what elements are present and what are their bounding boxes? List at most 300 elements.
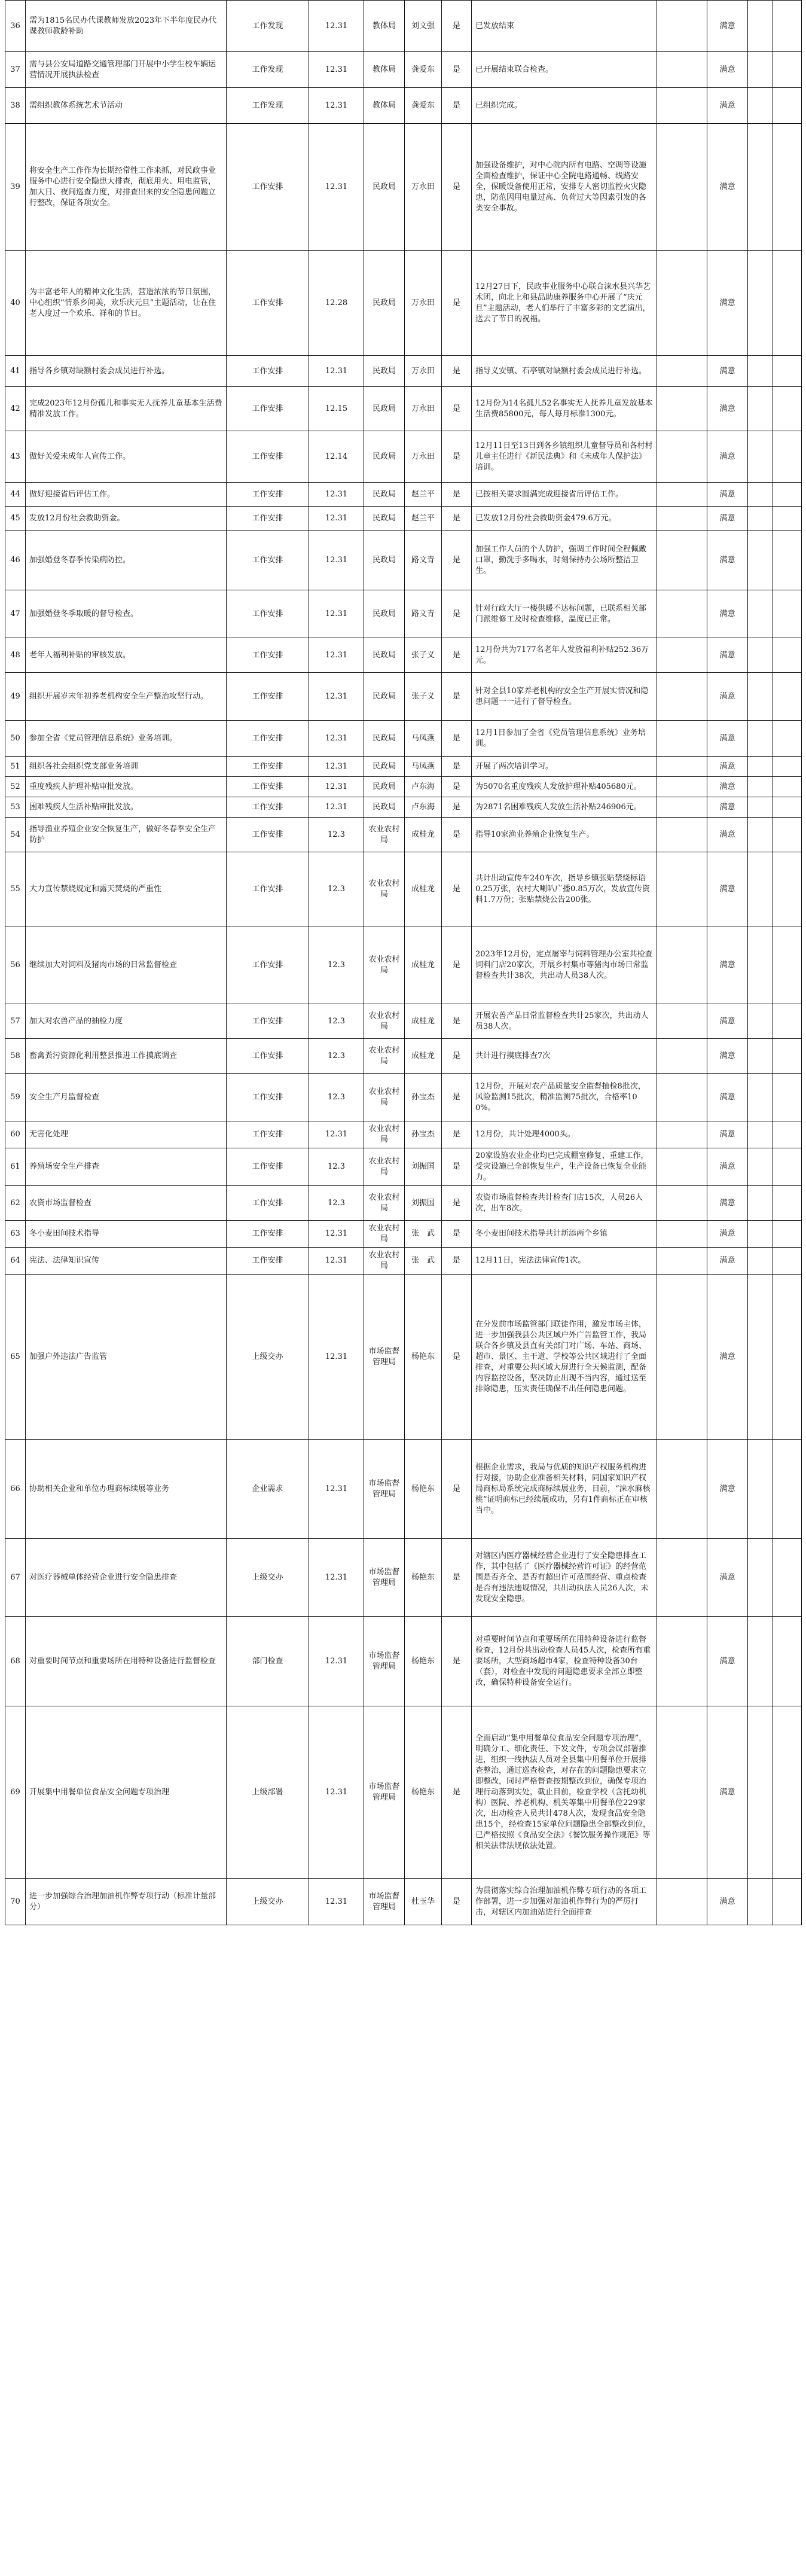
row-number: 44 [5,483,26,507]
responsible-person: 成桂龙 [405,818,442,852]
completed-flag: 是 [442,1186,472,1221]
source-category: 工作安排 [227,1121,309,1148]
completed-flag: 是 [442,1440,472,1539]
table-row [5,88,802,124]
responsible-person: 杨艳东 [405,1539,442,1617]
row-number: 41 [5,356,26,387]
satisfaction-rating: 满意 [707,797,748,818]
blank-cell [748,1148,773,1186]
responsible-unit: 民政局 [364,590,405,638]
blank-cell [657,1148,707,1186]
completion-result: 12月份共为7177名老年人发放福利补贴252.36万元。 [472,638,657,673]
completion-result: 20家设施农业企业均已完成棚室修复、重建工作，受灾设施已全部恢复生产，生产设备已恢复全业能力。 [472,1148,657,1186]
deadline-date: 12.31 [309,356,364,387]
blank-cell [748,52,773,88]
source-category: 部门检查 [227,1617,309,1706]
blank-cell [657,1186,707,1221]
table-row [5,926,802,1004]
responsible-person: 杨艳东 [405,1706,442,1879]
responsible-unit: 民政局 [364,777,405,797]
blank-cell [748,1706,773,1879]
blank-cell [657,1706,707,1879]
deadline-date: 12.31 [309,531,364,590]
row-number: 43 [5,431,26,483]
satisfaction-rating: 满意 [707,1,748,52]
table-row [5,1186,802,1221]
completed-flag: 是 [442,1879,472,1925]
responsible-person: 孙宝杰 [405,1074,442,1121]
source-category: 工作安排 [227,483,309,507]
source-category: 工作安排 [227,1004,309,1039]
responsible-person: 路文青 [405,590,442,638]
row-number: 46 [5,531,26,590]
table-row [5,124,802,251]
row-number: 48 [5,638,26,673]
completion-result: 开展农兽产品日常监督检查共计25家次，共出动人员38人次。 [472,1004,657,1039]
responsible-person: 成桂龙 [405,926,442,1004]
row-number: 65 [5,1275,26,1440]
responsible-person: 龚爱东 [405,88,442,124]
responsible-person: 杨艳东 [405,1617,442,1706]
task-description: 做好迎接省后评估工作。 [26,483,227,507]
table-row [5,507,802,531]
table-row [5,1617,802,1706]
completed-flag: 是 [442,1275,472,1440]
responsible-unit: 民政局 [364,387,405,431]
deadline-date: 12.31 [309,1706,364,1879]
blank-cell [657,638,707,673]
blank-cell [748,1221,773,1248]
source-category: 工作安排 [227,1221,309,1248]
satisfaction-rating: 满意 [707,852,748,926]
responsible-unit: 农业农村局 [364,1074,405,1121]
blank-cell [748,431,773,483]
table-row [5,590,802,638]
blank-cell [773,1186,802,1221]
blank-cell [657,1039,707,1074]
blank-cell [748,1617,773,1706]
blank-cell [773,797,802,818]
completed-flag: 是 [442,1074,472,1121]
table-row [5,387,802,431]
satisfaction-rating: 满意 [707,1221,748,1248]
row-number: 37 [5,52,26,88]
source-category: 工作安排 [227,590,309,638]
completion-result: 已按相关要求圆满完成迎接省后评估工作。 [472,483,657,507]
satisfaction-rating: 满意 [707,1275,748,1440]
blank-cell [657,483,707,507]
row-number: 64 [5,1248,26,1275]
completed-flag: 是 [442,1,472,52]
responsible-person: 赵兰平 [405,483,442,507]
satisfaction-rating: 满意 [707,721,748,757]
responsible-person: 万永田 [405,387,442,431]
row-number: 70 [5,1879,26,1925]
responsible-unit: 农业农村局 [364,1148,405,1186]
completed-flag: 是 [442,52,472,88]
completed-flag: 是 [442,638,472,673]
source-category: 工作安排 [227,387,309,431]
deadline-date: 12.31 [309,88,364,124]
blank-cell [748,1039,773,1074]
deadline-date: 12.31 [309,721,364,757]
responsible-unit: 农业农村局 [364,1121,405,1148]
table-row [5,1248,802,1275]
table-row [5,1039,802,1074]
blank-cell [748,1,773,52]
source-category: 工作安排 [227,1148,309,1186]
task-description: 大力宣传禁烧规定和露天焚烧的严重性 [26,852,227,926]
blank-cell [657,507,707,531]
satisfaction-rating: 满意 [707,251,748,356]
source-category: 工作安排 [227,721,309,757]
completion-result: 已组织完成。 [472,88,657,124]
completed-flag: 是 [442,1148,472,1186]
table-row [5,777,802,797]
row-number: 55 [5,852,26,926]
completion-result: 在分发前市场监管部门联徒作用，激发市场主体，进一步加强我县公共区域户外广告监管工作，我局联合各乡镇及县直有关部门对广场、车站、商场、超市、景区、主干道、学校等公共区域进行了全面排查，对重要公共区域大屏进行全天候监测，配备内容监控设备，坚决防止出现不当内容，通过送至排除隐患，压实责任确保不出任何隐患问题。 [472,1275,657,1440]
table-row [5,1221,802,1248]
source-category: 工作安排 [227,638,309,673]
blank-cell [657,1004,707,1039]
row-number: 52 [5,777,26,797]
blank-cell [748,852,773,926]
task-description: 加大对农兽产品的抽检力度 [26,1004,227,1039]
source-category: 工作安排 [227,251,309,356]
responsible-person: 马凤燕 [405,721,442,757]
blank-cell [748,1004,773,1039]
blank-cell [748,1121,773,1148]
satisfaction-rating: 满意 [707,590,748,638]
row-number: 40 [5,251,26,356]
responsible-person: 张 武 [405,1248,442,1275]
table-row [5,721,802,757]
responsible-unit: 民政局 [364,483,405,507]
table-row [5,1440,802,1539]
blank-cell [773,387,802,431]
responsible-unit: 民政局 [364,356,405,387]
table-row [5,251,802,356]
responsible-person: 张 武 [405,1221,442,1248]
source-category: 工作安排 [227,1248,309,1275]
satisfaction-rating: 满意 [707,818,748,852]
responsible-person: 万永田 [405,251,442,356]
deadline-date: 12.3 [309,852,364,926]
row-number: 57 [5,1004,26,1039]
blank-cell [748,88,773,124]
blank-cell [773,926,802,1004]
task-description: 对医疗器械单体经营企业进行安全隐患排查 [26,1539,227,1617]
responsible-unit: 市场监督管理局 [364,1706,405,1879]
blank-cell [748,1186,773,1221]
responsible-person: 万永田 [405,124,442,251]
table-row [5,1539,802,1617]
row-number: 36 [5,1,26,52]
blank-cell [748,483,773,507]
completed-flag: 是 [442,356,472,387]
satisfaction-rating: 满意 [707,1186,748,1221]
table-row [5,1148,802,1186]
deadline-date: 12.15 [309,387,364,431]
table-row [5,673,802,721]
blank-cell [773,124,802,251]
blank-cell [657,757,707,777]
completion-result: 针对全县10家养老机构的安全生产开展实情况和隐患问题一一进行了督导检查。 [472,673,657,721]
source-category: 工作安排 [227,507,309,531]
blank-cell [773,777,802,797]
satisfaction-rating: 满意 [707,1004,748,1039]
table-row [5,1074,802,1121]
blank-cell [657,251,707,356]
deadline-date: 12.3 [309,1148,364,1186]
blank-cell [657,590,707,638]
completion-result: 为5070名重度残疾人发放护理补贴405680元。 [472,777,657,797]
deadline-date: 12.14 [309,431,364,483]
blank-cell [773,757,802,777]
deadline-date: 12.31 [309,1275,364,1440]
satisfaction-rating: 满意 [707,926,748,1004]
responsible-person: 刘文强 [405,1,442,52]
blank-cell [748,797,773,818]
blank-cell [657,356,707,387]
task-description: 养殖场安全生产排查 [26,1148,227,1186]
satisfaction-rating: 满意 [707,431,748,483]
completion-result: 开展了两次培训学习。 [472,757,657,777]
blank-cell [657,673,707,721]
satisfaction-rating: 满意 [707,531,748,590]
satisfaction-rating: 满意 [707,356,748,387]
task-description: 进一步加强综合治理加油机作弊专项行动（标准计量部分） [26,1879,227,1925]
responsible-unit: 市场监督管理局 [364,1617,405,1706]
responsible-unit: 民政局 [364,507,405,531]
completion-result: 根据企业需求，我局与优质的知识产权服务机构进行对接，协助企业准备相关材料，同国家知识产权局商标局系统完成商标续展业务，目前，“涞水麻核桃”证明商标已经续展成功，另有1件商标正在审核当中。 [472,1440,657,1539]
blank-cell [748,590,773,638]
table-row [5,1275,802,1440]
task-description: 开展集中用餐单位食品安全问题专项治理 [26,1706,227,1879]
row-number: 47 [5,590,26,638]
completion-result: 已开展结束联合检查。 [472,52,657,88]
completed-flag: 是 [442,1221,472,1248]
completion-result: 已发放结束 [472,1,657,52]
table-row [5,531,802,590]
blank-cell [748,124,773,251]
blank-cell [773,483,802,507]
deadline-date: 12.31 [309,1879,364,1925]
task-description: 安全生产月监督检查 [26,1074,227,1121]
blank-cell [773,1275,802,1440]
task-description: 加强婚登冬春季传染病防控。 [26,531,227,590]
responsible-unit: 民政局 [364,431,405,483]
row-number: 58 [5,1039,26,1074]
blank-cell [773,531,802,590]
deadline-date: 12.31 [309,1,364,52]
task-description: 重度残疾人护理补贴审批发放。 [26,777,227,797]
table-row [5,1,802,52]
task-description: 协助相关企业和单位办理商标续展等业务 [26,1440,227,1539]
satisfaction-rating: 满意 [707,88,748,124]
responsible-person: 刘振国 [405,1186,442,1221]
deadline-date: 12.31 [309,1221,364,1248]
completion-result: 加强设备维护，对中心院内所有电路、空调等设施全面检查维护，保证中心全院电路通畅、线路安全，保暖设备使用正常，安排专人密切监控火灾隐患，防范因用电量过高、负荷过大等因素引发的各类安全事故。 [472,124,657,251]
completion-result: 12月份，共计处理4000头。 [472,1121,657,1148]
responsible-person: 杜玉华 [405,1879,442,1925]
responsible-unit: 市场监督管理局 [364,1440,405,1539]
blank-cell [657,1539,707,1617]
responsible-person: 万永田 [405,356,442,387]
table-row [5,1121,802,1148]
satisfaction-rating: 满意 [707,1879,748,1925]
source-category: 工作安排 [227,1074,309,1121]
responsible-unit: 农业农村局 [364,852,405,926]
satisfaction-rating: 满意 [707,1074,748,1121]
blank-cell [657,721,707,757]
deadline-date: 12.31 [309,673,364,721]
row-number: 68 [5,1617,26,1706]
satisfaction-rating: 满意 [707,757,748,777]
blank-cell [657,387,707,431]
table-row [5,638,802,673]
responsible-unit: 农业农村局 [364,1221,405,1248]
blank-cell [773,52,802,88]
blank-cell [773,638,802,673]
task-description: 对重要时间节点和重要场所在用特种设备进行监督检查 [26,1617,227,1706]
source-category: 工作安排 [227,1186,309,1221]
completed-flag: 是 [442,1248,472,1275]
source-category: 工作安排 [227,777,309,797]
blank-cell [657,124,707,251]
blank-cell [748,1539,773,1617]
blank-cell [773,1148,802,1186]
blank-cell [657,1221,707,1248]
responsible-unit: 农业农村局 [364,1248,405,1275]
row-number: 59 [5,1074,26,1121]
completion-result: 12月11日，宪法法律宣传1次。 [472,1248,657,1275]
responsible-unit: 民政局 [364,757,405,777]
blank-cell [748,387,773,431]
completion-result: 为2871名困难残疾人发放生活补贴246906元。 [472,797,657,818]
table-row [5,52,802,88]
deadline-date: 12.3 [309,1039,364,1074]
table-row [5,483,802,507]
row-number: 60 [5,1121,26,1148]
task-description: 无害化处理 [26,1121,227,1148]
satisfaction-rating: 满意 [707,1706,748,1879]
task-description: 困难残疾人生活补贴审批发放。 [26,797,227,818]
responsible-unit: 市场监督管理局 [364,1539,405,1617]
task-description: 继续加大对饲料及猪肉市场的日常监督检查 [26,926,227,1004]
completed-flag: 是 [442,673,472,721]
task-description: 发放12月份社会救助资金。 [26,507,227,531]
blank-cell [748,1879,773,1925]
task-description: 需为1815名民办代课教师发放2023年下半年度民办代课教师教龄补助 [26,1,227,52]
responsible-unit: 教体局 [364,1,405,52]
responsible-unit: 民政局 [364,721,405,757]
completion-result: 指导义安镇、石亭镇对缺额村委会成员进行补选。 [472,356,657,387]
blank-cell [748,531,773,590]
task-description: 需与县公安局道路交通管理部门开展中小学生校车辆运营情况开展执法检查 [26,52,227,88]
deadline-date: 12.31 [309,507,364,531]
responsible-unit: 教体局 [364,88,405,124]
completed-flag: 是 [442,757,472,777]
source-category: 工作安排 [227,431,309,483]
satisfaction-rating: 满意 [707,52,748,88]
blank-cell [748,818,773,852]
deadline-date: 12.31 [309,52,364,88]
row-number: 56 [5,926,26,1004]
responsible-person: 路文青 [405,531,442,590]
deadline-date: 12.31 [309,1440,364,1539]
deadline-date: 12.31 [309,1121,364,1148]
completed-flag: 是 [442,124,472,251]
completion-result: 12月份，开展对农产品质量安全监督抽检8批次，风险监测15批次，精准监测75批次，合格率100%。 [472,1074,657,1121]
blank-cell [748,926,773,1004]
task-description: 加强婚登冬季取暖的督导检查。 [26,590,227,638]
completed-flag: 是 [442,797,472,818]
responsible-person: 成桂龙 [405,1004,442,1039]
blank-cell [657,1248,707,1275]
responsible-person: 卢东海 [405,797,442,818]
task-description: 冬小麦田间技术指导 [26,1221,227,1248]
source-category: 工作安排 [227,1039,309,1074]
responsible-person: 成桂龙 [405,1039,442,1074]
blank-cell [657,1879,707,1925]
task-description: 完成2023年12月份孤儿和事实无人抚养儿童基本生活费精准发放工作。 [26,387,227,431]
row-number: 49 [5,673,26,721]
completion-result: 农资市场监督检查共计检查门店15次，人员26人次，出车8次。 [472,1186,657,1221]
responsible-person: 刘振国 [405,1148,442,1186]
satisfaction-rating: 满意 [707,387,748,431]
source-category: 上级交办 [227,1879,309,1925]
responsible-person: 万永田 [405,431,442,483]
blank-cell [773,673,802,721]
blank-cell [657,52,707,88]
completion-result: 对重要时间节点和重要场所在用特种设备进行监督检查，12月份共出动检查人员45人次，检查所有重要场所，大型商场超市4家，检查特种设备30台（套），对检查中发现的问题隐患要求全部立即整改，确保特种设备安全运行。 [472,1617,657,1706]
completion-result: 已发放12月份社会救助资金479.6万元。 [472,507,657,531]
deadline-date: 12.31 [309,1617,364,1706]
satisfaction-rating: 满意 [707,483,748,507]
completed-flag: 是 [442,483,472,507]
completion-result: 2023年12月份，定点屠宰与饲料管理办公室共检查饲料门店20家次，开展乡村集市等猪肉市场日常监督检查共计38次，共出动人员38人次。 [472,926,657,1004]
source-category: 工作安排 [227,797,309,818]
blank-cell [773,1879,802,1925]
table-row [5,1706,802,1879]
blank-cell [657,1,707,52]
blank-cell [748,721,773,757]
deadline-date: 12.3 [309,1186,364,1221]
blank-cell [657,1074,707,1121]
blank-cell [773,507,802,531]
source-category: 工作安排 [227,124,309,251]
task-description: 需组织教体系统艺术节活动 [26,88,227,124]
deadline-date: 12.31 [309,124,364,251]
table-row [5,797,802,818]
row-number: 54 [5,818,26,852]
row-number: 53 [5,797,26,818]
row-number: 62 [5,1186,26,1221]
deadline-date: 12.31 [309,757,364,777]
completed-flag: 是 [442,777,472,797]
deadline-date: 12.31 [309,483,364,507]
completed-flag: 是 [442,590,472,638]
table-body [5,1,802,1925]
work-record-table [5,0,802,1925]
task-description: 加强户外违法广告监管 [26,1275,227,1440]
blank-cell [748,638,773,673]
table-row [5,818,802,852]
blank-cell [773,1617,802,1706]
task-description: 为丰富老年人的精神文化生活，营造浓浓的节日氛围，中心组织“情系乡间美，欢乐庆元旦”主题活动，让在住老人度过一个欢乐、祥和的节日。 [26,251,227,356]
satisfaction-rating: 满意 [707,1121,748,1148]
